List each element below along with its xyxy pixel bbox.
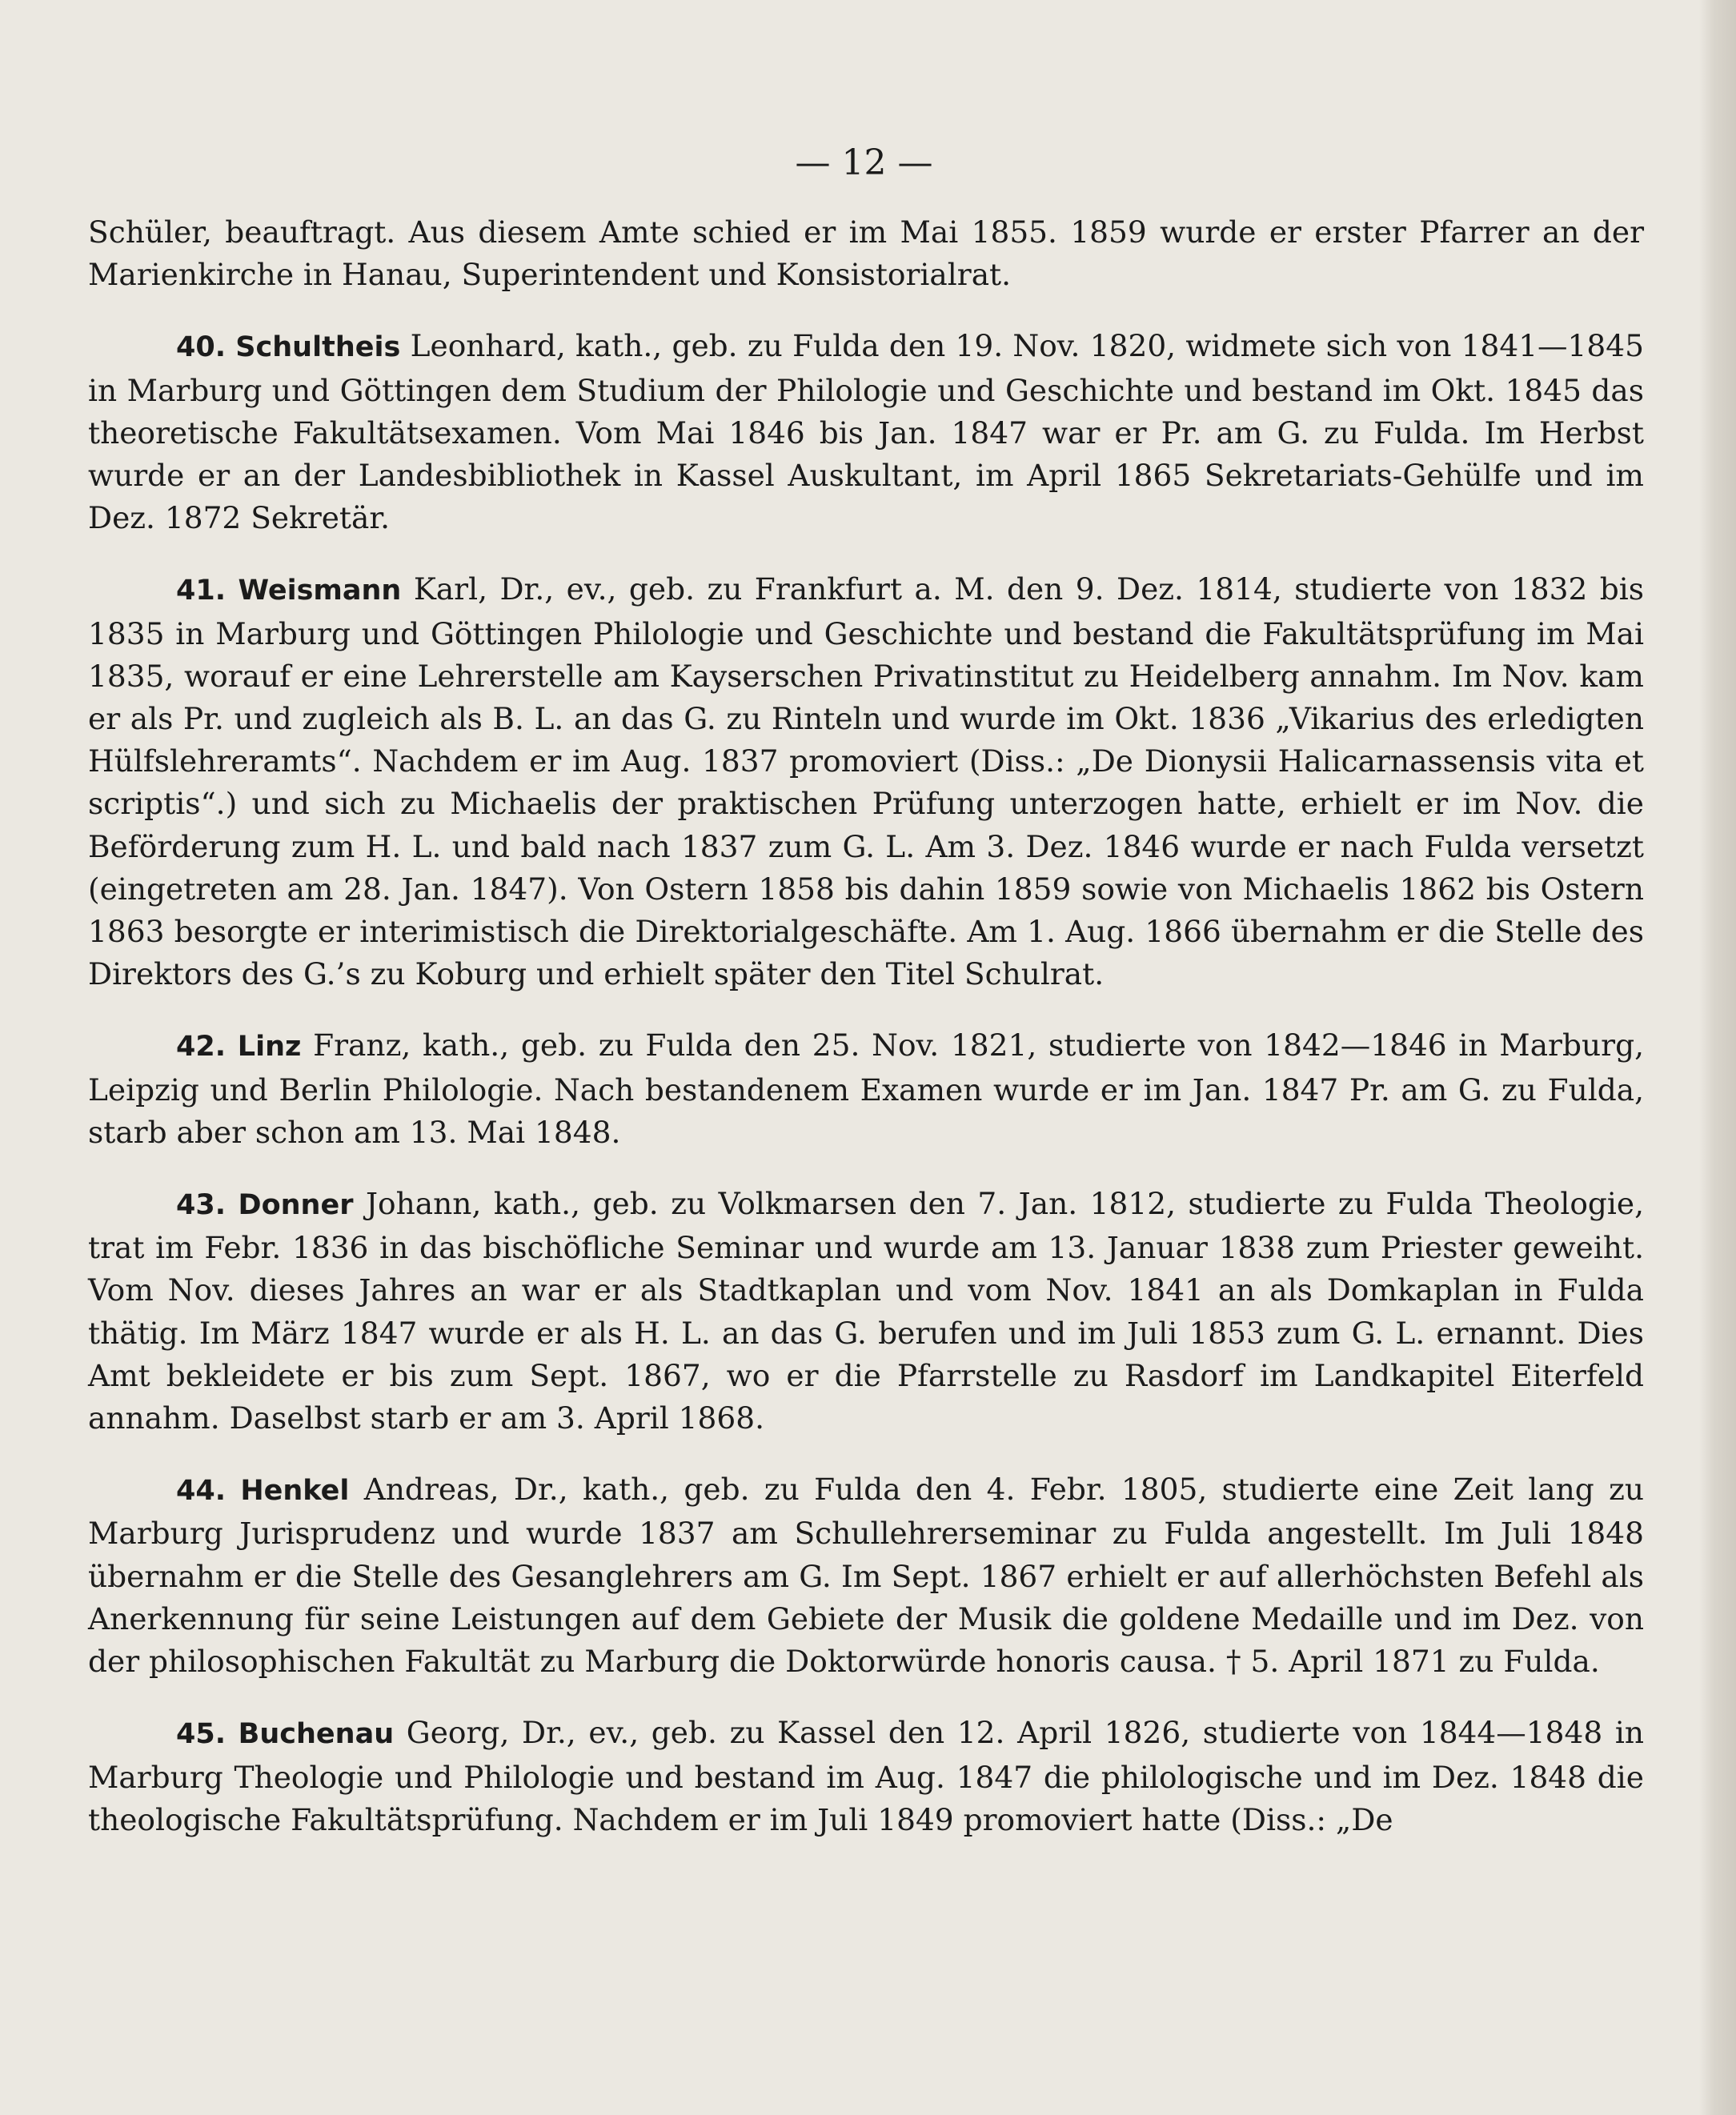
entry-text: Leonhard, kath., geb. zu Fulda den 19. Nov. 1820, widmete sich von 1841—1845 in Marburg und Göttingen dem Studium der Philologie und Geschichte und bestand im Okt. 1845 das theoretische Fakultätsexamen. Vom Mai 1846 bis Jan. 1847 war er Pr. am G. zu Fulda. Im Herbst wurde er an der Landesbibliothek in Kassel Auskultant, im April 1865 Sekretariats-Gehülfe und im Dez. 1872 Sekretär. <box>88 328 1644 536</box>
text-body <box>88 211 1644 1841</box>
entry-number: 43. <box>176 1189 227 1222</box>
entry-44 <box>88 1468 1644 1683</box>
entry-name: Schultheis <box>235 331 401 364</box>
entry-number: 44. <box>176 1475 227 1508</box>
entry-number: 40. <box>176 331 227 364</box>
entry-45 <box>88 1712 1644 1841</box>
entry-name: Weismann <box>238 575 402 607</box>
entry-text: Georg, Dr., ev., geb. zu Kassel den 12. April 1826, studierte von 1844—1848 in Marburg Theologie und Philologie und bestand im Aug. 1847 die philologische und im Dez. 1848 die theologische Fakultätsprüfung. Nachdem er im Juli 1849 promoviert hatte (Diss.: „De <box>88 1715 1644 1837</box>
continuation-paragraph: Schüler, beauftragt. Aus diesem Amte schied er im Mai 1855. 1859 wurde er erster Pfarrer an der Marienkirche in Hanau, Superintendent und Konsistorialrat. <box>88 214 1644 293</box>
entry-text: Johann, kath., geb. zu Volkmarsen den 7. Jan. 1812, studierte zu Fulda Theologie, trat im Febr. 1836 in das bischöfliche Seminar und wurde am 13. Januar 1838 zum Priester geweiht. Vom Nov. dieses Jahres an war er als Stadtkaplan und vom Nov. 1841 an als Domkaplan in Fulda thätig. Im März 1847 wurde er als H. L. an das G. berufen und im Juli 1853 zum G. L. ernannt. Dies Amt bekleidete er bis zum Sept. 1867, wo er die Pfarrstelle zu Rasdorf im Landkapitel Eiterfeld annahm. Daselbst starb er am 3. April 1868. <box>88 1186 1645 1436</box>
entry-43 <box>88 1183 1644 1440</box>
entry-40 <box>88 325 1644 539</box>
entry-number: 41. <box>176 575 227 607</box>
entry-name: Henkel <box>240 1475 350 1508</box>
entry-number: 42. <box>176 1031 227 1064</box>
entry-name: Linz <box>237 1031 302 1064</box>
page-gutter-shadow <box>1699 0 1736 2115</box>
entry-number: 45. <box>176 1718 227 1751</box>
entry-41 <box>88 568 1644 995</box>
entry-text: Franz, kath., geb. zu Fulda den 25. Nov. 1821, studierte von 1842—1846 in Marburg, Leipzig und Berlin Philologie. Nach bestandenem Examen wurde er im Jan. 1847 Pr. am G. zu Fulda, starb aber schon am 13. Mai 1848. <box>88 1027 1644 1150</box>
page-number: — 12 — <box>795 142 933 183</box>
entry-42 <box>88 1024 1644 1154</box>
entry-name: Buchenau <box>238 1718 395 1751</box>
entry-name: Donner <box>238 1189 354 1222</box>
entry-text: Karl, Dr., ev., geb. zu Frankfurt a. M. den 9. Dez. 1814, studierte von 1832 bis 1835 in Marburg und Göttingen Philologie und Geschichte und bestand die Fakultätsprüfung im Mai 1835, worauf er eine Lehrerstelle am Kayserschen Privatinstitut zu Heidelberg annahm. Im Nov. kam er als Pr. und zugleich als B. L. an das G. zu Rinteln und wurde im Okt. 1836 „Vikarius des erledigten Hülfslehreramts“. Nachdem er im Aug. 1837 promoviert (Diss.: „De Dionysii Halicarnassensis vita et scriptis“.) und sich zu Michaelis der praktischen Prüfung unterzogen hatte, erhielt er im Nov. die Beförderung zum H. L. und bald nach 1837 zum G. L. Am 3. Dez. 1846 wurde er nach Fulda versetzt (eingetreten am 28. Jan. 1847). Von Ostern 1858 bis dahin 1859 sowie von Michaelis 1862 bis Ostern 1863 besorgte er interimistisch die Direktorialgeschäfte. Am 1. Aug. 1866 übernahm er die Stelle des Direktors des G.’s zu Koburg und erhielt später den Titel Schulrat. <box>88 571 1645 992</box>
entry-text: Andreas, Dr., kath., geb. zu Fulda den 4. Febr. 1805, studierte eine Zeit lang zu Marburg Jurisprudenz und wurde 1837 am Schullehrerseminar zu Fulda angestellt. Im Juli 1848 übernahm er die Stelle des Gesanglehrers am G. Im Sept. 1867 erhielt er auf allerhöchsten Befehl als Anerkennung für seine Leistungen auf dem Gebiete der Musik die goldene Medaille und im Dez. von der philosophischen Fakultät zu Marburg die Doktorwürde honoris causa. † 5. April 1871 zu Fulda. <box>88 1472 1644 1680</box>
